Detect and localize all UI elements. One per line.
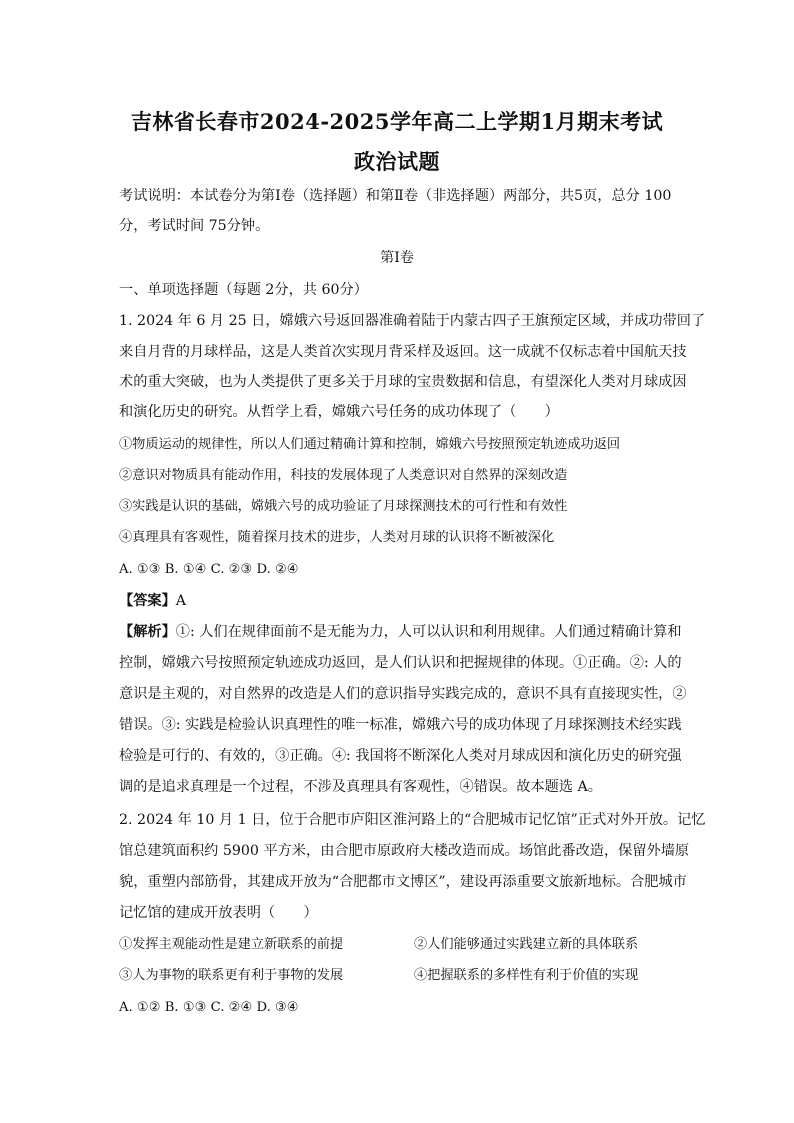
q1-choices: A. ①③ B. ①④ C. ②③ D. ②④ xyxy=(119,562,299,577)
instructions-line-1: 考试说明：本试卷分为第Ⅰ卷（选择题）和第Ⅱ卷（非选择题）两部分，共5页，总分 100 xyxy=(119,188,672,204)
q1-analysis-line-1: 【解析】①: 人们在规律面前不是无能为力，人可以认识和利用规律。人们通过精确计算和 xyxy=(119,624,682,640)
q1-stem-line-3: 术的重大突破，也为人类提供了更多关于月球的宝贵数据和信息，有望深化人类对月球成因 xyxy=(119,374,687,390)
volume-label: 第Ⅰ卷 xyxy=(380,250,414,266)
exam-title: 吉林省长春市2024-2025学年高二上学期1月期末考试 xyxy=(130,109,664,134)
q1-analysis-line-4: 错误。③: 实践是检验认识真理性的唯一标准，嫦娥六号的成功体现了月球探测技术经实践 xyxy=(119,717,682,733)
q2-stem-line-4: 记忆馆的建成开放表明（ ） xyxy=(119,905,318,921)
section-title: 一、单项选择题（每题 2分，共 60分） xyxy=(119,282,368,298)
q2-option-2: ②人们能够通过实践建立新的具体联系 xyxy=(414,937,639,952)
q1-analysis-line-6: 调的是追求真理是一个过程，不涉及真理具有客观性，④错误。故本题选 A。 xyxy=(119,779,602,795)
q1-answer xyxy=(119,591,679,611)
q2-choices: A. ①② B. ①③ C. ②④ D. ③④ xyxy=(119,1000,299,1015)
q2-option-4: ④把握联系的多样性有利于价值的实现 xyxy=(414,968,639,983)
q1-stem-line-1: 1. 2024 年 6 月 25 日，嫦娥六号返回器准确着陆于内蒙古四子王旗预定区域，并成功带回了 xyxy=(119,313,706,329)
answer-label: 【答案】 xyxy=(119,593,176,609)
q2-stem-line-1: 2. 2024 年 10 月 1 日，位于合肥市庐阳区淮河路上的“合肥城市记忆馆”正式对外开放。记忆 xyxy=(119,812,706,828)
q1-analysis-line-5: 检验是可行的、有效的，③正确。④: 我国将不断深化人类对月球成因和演化历史的研究强 xyxy=(119,748,682,764)
q1-option-4: ④真理具有客观性，随着探月技术的进步，人类对月球的认识将不断被深化 xyxy=(119,530,555,545)
q1-option-1: ①物质运动的规律性，所以人们通过精确计算和控制，嫦娥六号按照预定轨迹成功返回 xyxy=(119,437,621,452)
q1-stem-line-2: 来自月背的月球样品，这是人类首次实现月背采样及返回。这一成就不仅标志着中国航天技 xyxy=(119,344,687,360)
q1-option-3: ③实践是认识的基础，嫦娥六号的成功验证了月球探测技术的可行性和有效性 xyxy=(119,499,568,514)
q1-analysis-line-2: 控制，嫦娥六号按照预定轨迹成功返回，是人们认识和把握规律的体现。①正确。②: 人的 xyxy=(119,655,682,671)
instructions-line-2: 分，考试时间 75分钟。 xyxy=(119,218,270,234)
analysis-label: 【解析】 xyxy=(119,624,176,640)
q2-option-3: ③人为事物的联系更有利于事物的发展 xyxy=(119,968,344,983)
q2-option-1: ①发挥主观能动性是建立新联系的前提 xyxy=(119,937,344,952)
q2-stem-line-3: 貌，重塑内部筋骨，其建成开放为“合肥都市文博区”，建设再添重要文旅新地标。合肥城市 xyxy=(119,874,687,890)
q1-stem-line-4: 和演化历史的研究。从哲学上看，嫦娥六号任务的成功体现了（ ） xyxy=(119,404,559,420)
q1-analysis-line-3: 意识是主观的，对自然界的改造是人们的意识指导实践完成的，意识不具有直接现实性，② xyxy=(119,686,687,702)
answer-value: A xyxy=(175,593,187,609)
q2-stem-line-2: 馆总建筑面积约 5900 平方米，由合肥市原政府大楼改造而成。场馆此番改造，保留外墙原 xyxy=(119,843,690,859)
q1-option-2: ②意识对物质具有能动作用，科技的发展体现了人类意识对自然界的深刻改造 xyxy=(119,468,568,483)
exam-subtitle: 政治试题 xyxy=(354,149,440,174)
